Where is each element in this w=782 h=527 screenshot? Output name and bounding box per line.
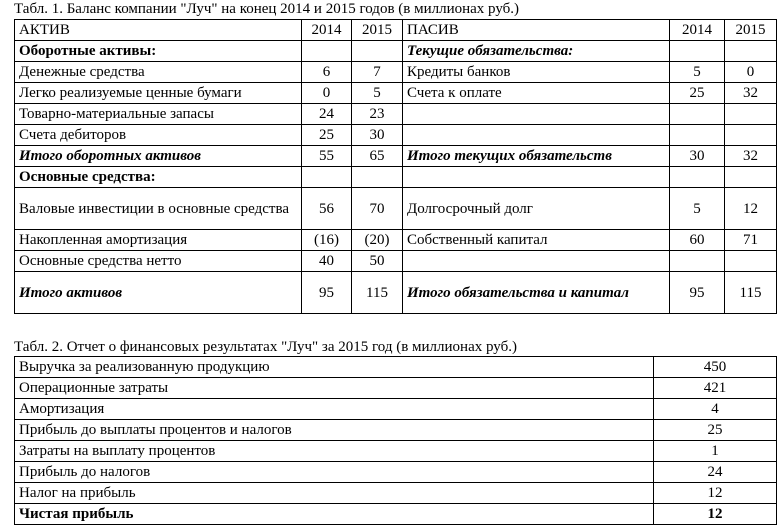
table-row bbox=[15, 378, 777, 399]
cell-value: 24 bbox=[654, 462, 777, 483]
cell-value bbox=[725, 41, 777, 62]
income-statement-table bbox=[14, 356, 777, 525]
table-row bbox=[15, 483, 777, 504]
cell-value: 25 bbox=[670, 83, 725, 104]
total-assets-label: Итого активов bbox=[15, 272, 302, 314]
cell-value bbox=[670, 125, 725, 146]
cell-value: 5 bbox=[670, 62, 725, 83]
header-year-2015-asset: 2015 bbox=[352, 20, 403, 41]
cell-value: 30 bbox=[352, 125, 403, 146]
table-row bbox=[15, 251, 777, 272]
cell-value: 7 bbox=[352, 62, 403, 83]
cell-value bbox=[352, 41, 403, 62]
cell-value: 55 bbox=[302, 146, 352, 167]
row-label: Валовые инвестиции в основные средства bbox=[15, 188, 302, 230]
row-label: Денежные средства bbox=[15, 62, 302, 83]
cell-value: 5 bbox=[670, 188, 725, 230]
table-row bbox=[15, 188, 777, 230]
cell-value: 24 bbox=[302, 104, 352, 125]
cell-value: 95 bbox=[670, 272, 725, 314]
cell-value: 25 bbox=[654, 420, 777, 441]
cell-value: 30 bbox=[670, 146, 725, 167]
cell-value: 40 bbox=[302, 251, 352, 272]
table-row bbox=[15, 420, 777, 441]
table-row bbox=[15, 272, 777, 314]
row-label: Кредиты банков bbox=[403, 62, 670, 83]
table1-caption: Табл. 1. Баланс компании "Луч" на конец 2014 и 2015 годов (в миллионах руб.) bbox=[14, 1, 520, 17]
row-label: Товарно-материальные запасы bbox=[15, 104, 302, 125]
cell-value bbox=[725, 167, 777, 188]
table-row bbox=[15, 441, 777, 462]
table-row bbox=[15, 462, 777, 483]
header-year-2015-liability: 2015 bbox=[725, 20, 777, 41]
total-current-liabilities-label: Итого текущих обязательств bbox=[403, 146, 670, 167]
row-label bbox=[403, 104, 670, 125]
cell-value bbox=[302, 41, 352, 62]
section-current-assets: Оборотные активы: bbox=[15, 41, 302, 62]
table-row bbox=[15, 125, 777, 146]
cell-value: 450 bbox=[654, 357, 777, 378]
cell-value bbox=[725, 251, 777, 272]
row-label: Прибыль до выплаты процентов и налогов bbox=[15, 420, 654, 441]
header-asset: АКТИВ bbox=[15, 20, 302, 41]
row-label: Долгосрочный долг bbox=[403, 188, 670, 230]
table-row bbox=[15, 357, 777, 378]
cell-value: 50 bbox=[352, 251, 403, 272]
cell-value: 32 bbox=[725, 146, 777, 167]
cell-value: 1 bbox=[654, 441, 777, 462]
table-row bbox=[15, 62, 777, 83]
cell-value: 6 bbox=[302, 62, 352, 83]
cell-value: 70 bbox=[352, 188, 403, 230]
cell-value: 32 bbox=[725, 83, 777, 104]
row-label bbox=[403, 125, 670, 146]
row-label: Затраты на выплату процентов bbox=[15, 441, 654, 462]
cell-value: 12 bbox=[654, 483, 777, 504]
cell-value: 65 bbox=[352, 146, 403, 167]
net-profit-label: Чистая прибыль bbox=[15, 504, 654, 525]
section-fixed-assets: Основные средства: bbox=[15, 167, 302, 188]
row-label: Накопленная амортизация bbox=[15, 230, 302, 251]
cell-value: 25 bbox=[302, 125, 352, 146]
cell-value: (16) bbox=[302, 230, 352, 251]
cell-value bbox=[670, 104, 725, 125]
cell-value: (20) bbox=[352, 230, 403, 251]
cell-value bbox=[352, 167, 403, 188]
row-label bbox=[403, 251, 670, 272]
cell-value: 115 bbox=[725, 272, 777, 314]
row-label: Легко реализуемые ценные бумаги bbox=[15, 83, 302, 104]
table2-caption: Табл. 2. Отчет о финансовых результатах "Луч" за 2015 год (в миллионах руб.) bbox=[14, 339, 517, 355]
row-label: Прибыль до налогов bbox=[15, 462, 654, 483]
cell-value: 23 bbox=[352, 104, 403, 125]
table-row bbox=[15, 83, 777, 104]
balance-sheet-table bbox=[14, 19, 777, 314]
cell-value bbox=[725, 104, 777, 125]
table-row bbox=[15, 167, 777, 188]
cell-value: 0 bbox=[302, 83, 352, 104]
table-header-row bbox=[15, 20, 777, 41]
cell-value: 0 bbox=[725, 62, 777, 83]
table-row bbox=[15, 146, 777, 167]
cell-value: 12 bbox=[725, 188, 777, 230]
cell-value: 60 bbox=[670, 230, 725, 251]
row-label: Налог на прибыль bbox=[15, 483, 654, 504]
row-label: Собственный капитал bbox=[403, 230, 670, 251]
table-row bbox=[15, 399, 777, 420]
cell-value bbox=[670, 251, 725, 272]
cell-value: 421 bbox=[654, 378, 777, 399]
cell-value bbox=[670, 167, 725, 188]
table-row bbox=[15, 104, 777, 125]
header-liability: ПАСИВ bbox=[403, 20, 670, 41]
row-label: Выручка за реализованную продукцию bbox=[15, 357, 654, 378]
row-label: Основные средства нетто bbox=[15, 251, 302, 272]
net-profit-value: 12 bbox=[654, 504, 777, 525]
cell-value bbox=[725, 125, 777, 146]
cell-value bbox=[302, 167, 352, 188]
cell-value: 95 bbox=[302, 272, 352, 314]
cell-value: 56 bbox=[302, 188, 352, 230]
row-label: Операционные затраты bbox=[15, 378, 654, 399]
row-label: Счета к оплате bbox=[403, 83, 670, 104]
row-label bbox=[403, 167, 670, 188]
table-row bbox=[15, 504, 777, 525]
table-row bbox=[15, 230, 777, 251]
row-label: Счета дебиторов bbox=[15, 125, 302, 146]
section-current-liabilities: Текущие обязательства: bbox=[403, 41, 670, 62]
cell-value: 115 bbox=[352, 272, 403, 314]
total-liabilities-capital-label: Итого обязательства и капитал bbox=[403, 272, 670, 314]
cell-value bbox=[670, 41, 725, 62]
cell-value: 71 bbox=[725, 230, 777, 251]
table-row bbox=[15, 41, 777, 62]
cell-value: 4 bbox=[654, 399, 777, 420]
cell-value: 5 bbox=[352, 83, 403, 104]
header-year-2014-liability: 2014 bbox=[670, 20, 725, 41]
row-label: Амортизация bbox=[15, 399, 654, 420]
header-year-2014-asset: 2014 bbox=[302, 20, 352, 41]
total-current-assets-label: Итого оборотных активов bbox=[15, 146, 302, 167]
